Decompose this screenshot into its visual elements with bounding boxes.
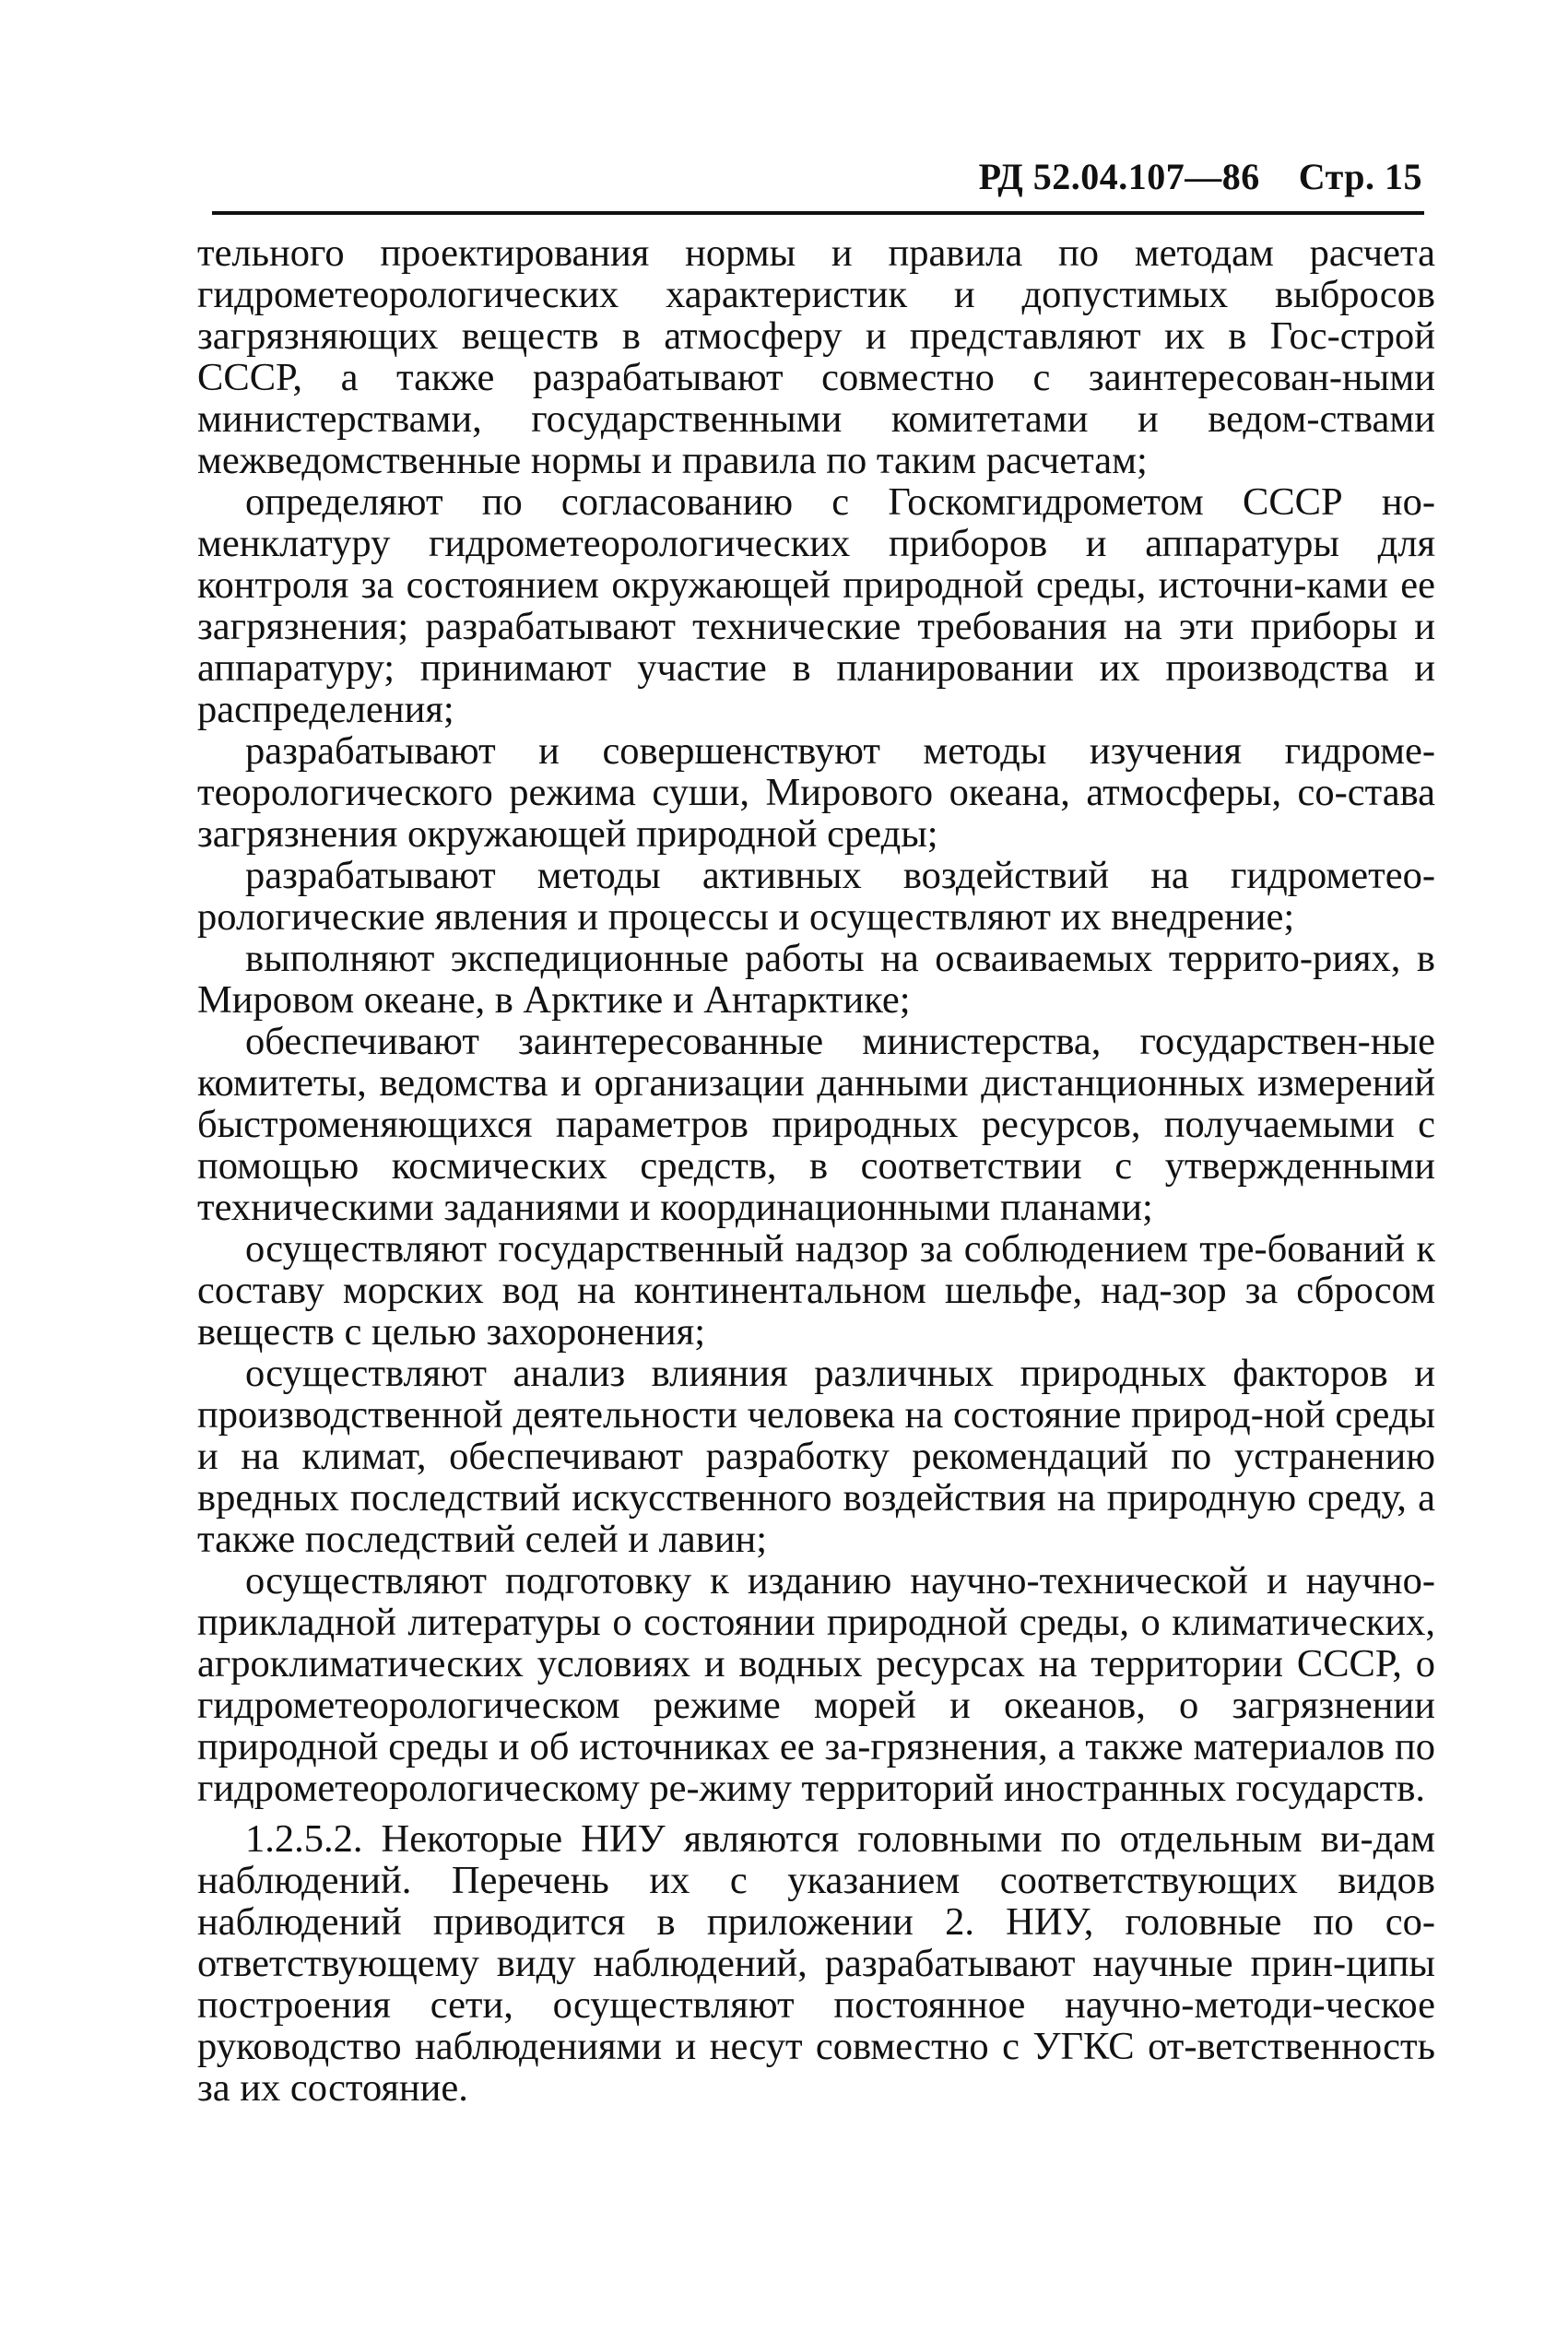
page-header [979,155,1422,198]
paragraph: обеспечивают заинтересованные министерства, государствен-ные комитеты, ведомства и организации данными дистанционных измерений быстроменяющихся параметров природных ресурсов, получаемыми с помощью космических средств, в соответствии с утвержденными техническими заданиями и координационными планами; [197,1020,1435,1229]
paragraph: осуществляют подготовку к изданию научно-технической и научно-прикладной литературы о состоянии природной среды, о климатических, агроклиматических условиях и водных ресурсах на территории СССР, о гидрометеорологическом режиме морей и океанов, о загрязнении природной среды и об источниках ее за-грязнения, а также материалов по гидрометеорологическому ре-жиму территорий иностранных государств. [197,1559,1435,1810]
document-body [197,232,1435,2109]
paragraph: разрабатывают и совершенствуют методы изучения гидроме-теорологического режима суши, Мирового океана, атмосферы, со-става загрязнения окружающей природной среды; [197,729,1435,856]
page-number: Стр. 15 [1298,156,1422,197]
section-paragraph: 1.2.5.2. Некоторые НИУ являются головными по отдельным ви-дам наблюдений. Перечень их с указанием соответствующих видов наблюдений приводится в приложении 2. НИУ, головные по со-ответствующему виду наблюдений, разрабатывают научные прин-ципы построения сети, осуществляют постоянное научно-методи-ческое руководство наблюдениями и несут совместно с УГКС от-ветственность за их состояние. [197,1817,1435,2110]
paragraph: осуществляют анализ влияния различных природных факторов и производственной деятельности человека на состояние природ-ной среды и на климат, обеспечивают разработку рекомендаций по устранению вредных последствий искусственного воздействия на природную среду, а также последствий селей и лавин; [197,1352,1435,1561]
paragraph: разрабатывают методы активных воздействий на гидрометео-рологические явления и процессы и осуществляют их внедрение; [197,854,1435,939]
header-rule [212,211,1424,215]
paragraph: осуществляют государственный надзор за соблюдением тре-бований к составу морских вод на континентальном шельфе, над-зор за сбросом веществ с целью захоронения; [197,1227,1435,1354]
paragraph: тельного проектирования нормы и правила по методам расчета гидрометеорологических характеристик и допустимых выбросов загрязняющих веществ в атмосферу и представляют их в Гос-строй СССР, а также разрабатывают совместно с заинтересован-ными министерствами, государственными комитетами и ведом-ствами межведомственные нормы и правила по таким расчетам; [197,231,1435,482]
paragraph: выполняют экспедиционные работы на осваиваемых террито-риях, в Мировом океане, в Арктике и Антарктике; [197,937,1435,1022]
paragraph: определяют по согласованию с Госкомгидрометом СССР но-менклатуру гидрометеорологических приборов и аппаратуры для контроля за состоянием окружающей природной среды, источни-ками ее загрязнения; разрабатывают технические требования на эти приборы и аппаратуру; принимают участие в планировании их производства и распределения; [197,480,1435,731]
document-id: РД 52.04.107—86 [978,156,1260,197]
